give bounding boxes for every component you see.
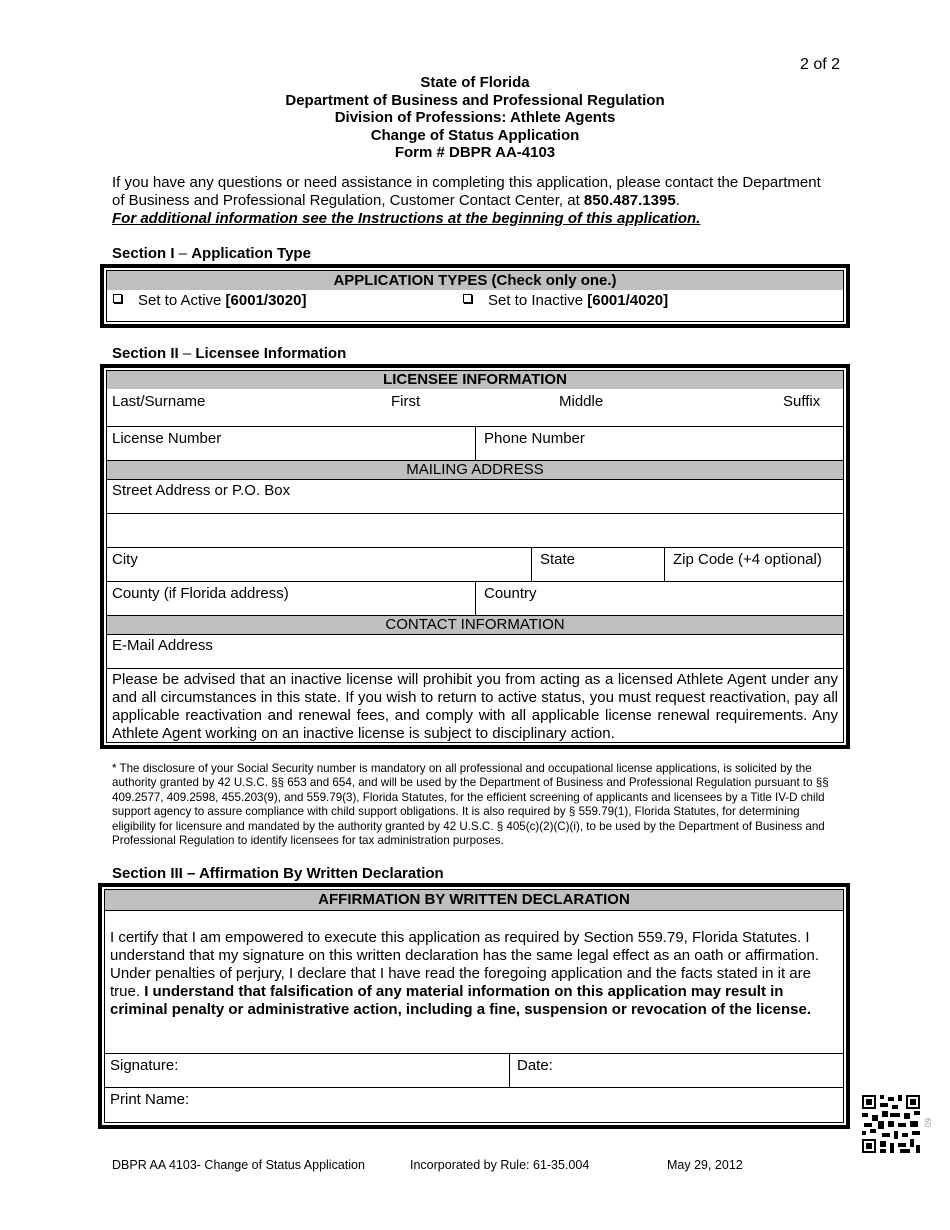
- header-state: State of Florida: [420, 74, 530, 91]
- affirmation-warning: I understand that falsification of any material information on this application may result in criminal penalty or administrative action, including a fine, suspension or revocation of the license.: [110, 983, 811, 1018]
- qr-code-label: 60: [923, 1118, 932, 1127]
- column-divider: [509, 1053, 510, 1087]
- field-date[interactable]: Date:: [517, 1057, 553, 1074]
- affirmation-statement: [110, 929, 839, 1019]
- section1-title-dash: –: [174, 245, 192, 262]
- application-types-box: [100, 264, 850, 328]
- field-print-name[interactable]: Print Name:: [110, 1091, 190, 1108]
- option-set-inactive-label: Set to Inactive: [488, 292, 588, 309]
- intro-paragraph: [112, 174, 832, 228]
- option-set-active-code: [6001/3020]: [225, 292, 307, 309]
- checkbox-icon[interactable]: [113, 294, 122, 303]
- field-country[interactable]: Country: [484, 585, 537, 602]
- row-divider: [105, 1087, 843, 1088]
- section1-title-rest: Application Type: [191, 245, 311, 262]
- field-zip-code[interactable]: Zip Code (+4 optional): [673, 551, 822, 568]
- option-set-active-label: Set to Active: [138, 292, 226, 309]
- field-signature[interactable]: Signature:: [110, 1057, 179, 1074]
- option-set-inactive[interactable]: [463, 292, 668, 309]
- row-divider: [107, 634, 843, 635]
- header-form-title: Change of Status Application: [370, 126, 580, 144]
- field-last-surname[interactable]: Last/Surname: [112, 393, 206, 410]
- column-divider: [531, 547, 532, 581]
- field-county[interactable]: County (if Florida address): [112, 585, 289, 602]
- section1-title: [112, 245, 311, 262]
- column-divider: [664, 547, 665, 581]
- field-suffix[interactable]: Suffix: [783, 393, 821, 410]
- intro-period: .: [675, 192, 680, 209]
- licensee-information-box: [100, 364, 850, 749]
- header-form-number: Form # DBPR AA-4103: [394, 144, 556, 161]
- section2-title-dash: –: [178, 345, 196, 362]
- header-division: Division of Professions: Athlete Agents: [334, 109, 616, 126]
- inactive-license-advisory: Please be advised that an inactive license will prohibit you from acting as a licensed Athlete Agent under any and all circumstances in this state. If you wish to return to active status, you must request reactivation, pay all applicable reactivation and renewal fees, and comply with all applicable license renewal requirements. Any Athlete Agent working on an inactive license is subject to disciplinary action.: [112, 671, 838, 742]
- row-divider: [105, 1053, 843, 1054]
- row-divider: [107, 668, 843, 669]
- row-divider: [105, 910, 843, 911]
- section3-title: Section III – Affirmation By Written Declaration: [112, 865, 444, 882]
- field-license-number[interactable]: License Number: [112, 430, 222, 447]
- intro-text: If you have any questions or need assistance in completing this application, please contact the Department of Business and Professional Regulation, Customer Contact Center, at: [112, 174, 821, 209]
- column-divider: [475, 426, 476, 460]
- form-header: [0, 74, 950, 162]
- intro-instructions-note: For additional information see the Instructions at the beginning of this application.: [112, 210, 701, 227]
- affirmation-statement-text: I certify that I am empowered to execute this application as required by Section 559.79, Florida Statutes. I understand that my signature on this written declaration has the same legal effect as an oath or affirmation. Under penalties of perjury, I declare that I have read the foregoing application and the facts stated in it are true.: [110, 929, 820, 1000]
- affirmation-bar: AFFIRMATION BY WRITTEN DECLARATION: [105, 890, 843, 910]
- section2-title: [112, 345, 346, 362]
- field-street-address[interactable]: Street Address or P.O. Box: [112, 482, 291, 499]
- application-types-bar: APPLICATION TYPES (Check only one.): [107, 271, 843, 290]
- contact-information-bar: CONTACT INFORMATION: [107, 616, 843, 634]
- footer-date: May 29, 2012: [667, 1158, 743, 1172]
- field-first-name[interactable]: First: [391, 393, 421, 410]
- row-divider: [107, 547, 843, 548]
- field-middle-name[interactable]: Middle: [559, 393, 604, 410]
- affirmation-box: [98, 883, 850, 1129]
- field-phone-number[interactable]: Phone Number: [484, 430, 585, 447]
- footer-rule: Incorporated by Rule: 61-35.004: [410, 1158, 590, 1172]
- page-number: 2 of 2: [799, 56, 840, 73]
- header-department: Department of Business and Professional Regulation: [285, 91, 665, 109]
- field-city[interactable]: City: [112, 551, 138, 568]
- field-state[interactable]: State: [540, 551, 576, 568]
- ssn-disclosure-notice: * The disclosure of your Social Security number is mandatory on all professional and occupational license applications, is solicited by the authority granted by 42 U.S.C. §§ 653 and 654, and will be used by the Department of Business and Professional Regulation pursuant to §§ 409.2577, 409.2598, 455.203(9), and 559.79(3), Florida Statutes, for the efficient screening of applicants and licensees by a Title IV-D child support agency to assure compliance with child support obligations. It is also required by § 559.79(1), Florida Statutes, for determining eligibility for licensure and mandated by the authority granted by 42 U.S.C. § 405(c)(2)(C)(i), to be used by the Department of Business and Professional Regulation to identify licensees for tax administration purposes.: [112, 762, 829, 848]
- qr-code-icon: [862, 1095, 920, 1153]
- footer-form-name: DBPR AA 4103- Change of Status Application: [112, 1158, 365, 1172]
- field-email-address[interactable]: E-Mail Address: [112, 637, 213, 654]
- option-set-active[interactable]: [113, 292, 306, 309]
- mailing-address-bar: MAILING ADDRESS: [107, 461, 843, 479]
- row-divider: [107, 479, 843, 480]
- contact-phone: 850.487.1395: [583, 192, 676, 209]
- checkbox-icon[interactable]: [463, 294, 472, 303]
- licensee-information-bar: LICENSEE INFORMATION: [107, 371, 843, 389]
- option-set-inactive-code: [6001/4020]: [587, 292, 669, 309]
- row-divider: [107, 513, 843, 514]
- section2-title-bold: Section II: [112, 345, 179, 362]
- column-divider: [475, 581, 476, 615]
- section1-title-bold: Section I: [112, 245, 175, 262]
- section2-title-rest: Licensee Information: [195, 345, 347, 362]
